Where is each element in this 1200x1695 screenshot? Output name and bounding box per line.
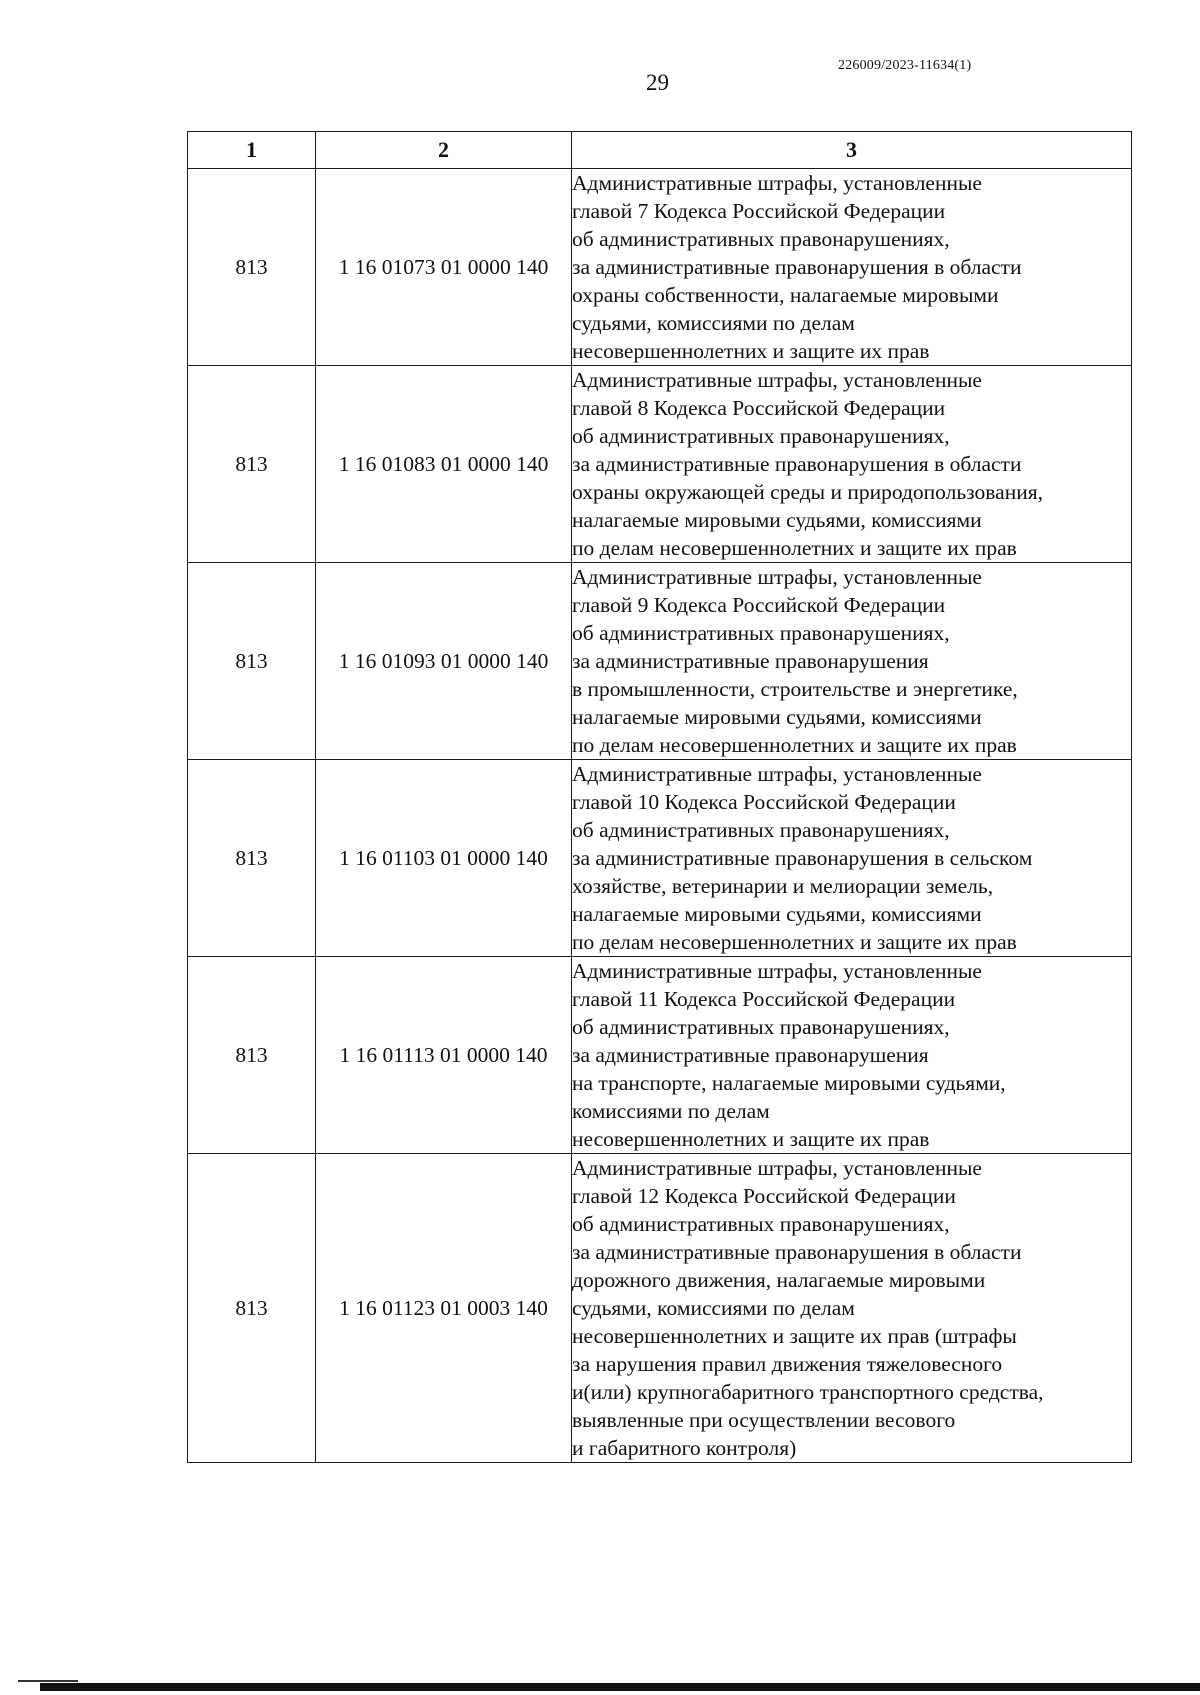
scan-bottom-border	[40, 1683, 1200, 1691]
description-line: судьями, комиссиями по делам	[572, 311, 855, 335]
description-line: об административных правонарушениях,	[572, 424, 950, 448]
budget-code-cell: 1 16 01093 01 0000 140	[316, 563, 572, 760]
description-line: по делам несовершеннолетних и защите их прав	[572, 930, 1017, 954]
description-line: в промышленности, строительстве и энергетике,	[572, 677, 1018, 701]
fees-table	[187, 131, 1132, 1463]
description-line: хозяйстве, ветеринарии и мелиорации земель,	[572, 874, 994, 898]
description-line: несовершеннолетних и защите их прав (штрафы	[572, 1324, 1017, 1348]
page-number: 29	[646, 70, 669, 95]
description-line: Административные штрафы, установленные	[572, 959, 982, 983]
budget-code-cell: 1 16 01113 01 0000 140	[316, 957, 572, 1154]
description-cell	[572, 366, 1132, 563]
column-header-3: 3	[572, 132, 1132, 169]
admin-code-cell: 813	[188, 169, 316, 366]
description-line: за административные правонарушения в области	[572, 452, 1022, 476]
table-header-row	[188, 132, 1132, 169]
description-line: главой 7 Кодекса Российской Федерации	[572, 199, 946, 223]
description-line: несовершеннолетних и защите их прав	[572, 1127, 930, 1151]
admin-code-cell: 813	[188, 366, 316, 563]
description-cell	[572, 563, 1132, 760]
scan-edge-line	[18, 1680, 78, 1682]
description-line: Административные штрафы, установленные	[572, 762, 982, 786]
description-line: налагаемые мировыми судьями, комиссиями	[572, 705, 982, 729]
description-line: охраны окружающей среды и природопользования,	[572, 480, 1043, 504]
admin-code-cell: 813	[188, 1154, 316, 1463]
description-line: об административных правонарушениях,	[572, 1212, 950, 1236]
description-line: за административные правонарушения в области	[572, 255, 1022, 279]
table-row	[188, 1154, 1132, 1463]
column-header-2: 2	[316, 132, 572, 169]
description-line: об административных правонарушениях,	[572, 1015, 950, 1039]
description-line: и габаритного контроля)	[572, 1436, 797, 1460]
description-line: за административные правонарушения	[572, 649, 929, 673]
admin-code-cell: 813	[188, 760, 316, 957]
table-row	[188, 957, 1132, 1154]
description-line: об административных правонарушениях,	[572, 227, 950, 251]
description-cell	[572, 1154, 1132, 1463]
column-header-1: 1	[188, 132, 316, 169]
description-line: об административных правонарушениях,	[572, 621, 950, 645]
table-row	[188, 563, 1132, 760]
description-line: выявленные при осуществлении весового	[572, 1408, 956, 1432]
description-line: главой 11 Кодекса Российской Федерации	[572, 987, 956, 1011]
budget-code-cell: 1 16 01083 01 0000 140	[316, 366, 572, 563]
description-line: об административных правонарушениях,	[572, 818, 950, 842]
table-row	[188, 760, 1132, 957]
description-line: налагаемые мировыми судьями, комиссиями	[572, 902, 982, 926]
budget-code-cell: 1 16 01073 01 0000 140	[316, 169, 572, 366]
description-line: по делам несовершеннолетних и защите их прав	[572, 733, 1017, 757]
description-line: за административные правонарушения в сельском	[572, 846, 1033, 870]
budget-code-cell: 1 16 01103 01 0000 140	[316, 760, 572, 957]
description-line: комиссиями по делам	[572, 1099, 770, 1123]
description-line: налагаемые мировыми судьями, комиссиями	[572, 508, 982, 532]
description-line: и(или) крупногабаритного транспортного средства,	[572, 1380, 1044, 1404]
description-line: главой 12 Кодекса Российской Федерации	[572, 1184, 956, 1208]
description-line: за нарушения правил движения тяжеловесного	[572, 1352, 1003, 1376]
description-cell	[572, 957, 1132, 1154]
description-line: на транспорте, налагаемые мировыми судьями,	[572, 1071, 1006, 1095]
table-row	[188, 169, 1132, 366]
description-line: за административные правонарушения в области	[572, 1240, 1022, 1264]
description-line: главой 9 Кодекса Российской Федерации	[572, 593, 946, 617]
description-line: главой 8 Кодекса Российской Федерации	[572, 396, 946, 420]
admin-code-cell: 813	[188, 563, 316, 760]
description-line: несовершеннолетних и защите их прав	[572, 339, 930, 363]
budget-code-cell: 1 16 01123 01 0003 140	[316, 1154, 572, 1463]
description-line: Административные штрафы, установленные	[572, 1156, 982, 1180]
description-line: охраны собственности, налагаемые мировыми	[572, 283, 999, 307]
description-line: Административные штрафы, установленные	[572, 171, 982, 195]
description-line: Административные штрафы, установленные	[572, 368, 982, 392]
description-line: судьями, комиссиями по делам	[572, 1296, 855, 1320]
description-line: по делам несовершеннолетних и защите их прав	[572, 536, 1017, 560]
description-line: Административные штрафы, установленные	[572, 565, 982, 589]
description-line: дорожного движения, налагаемые мировыми	[572, 1268, 986, 1292]
description-cell	[572, 169, 1132, 366]
description-line: за административные правонарушения	[572, 1043, 929, 1067]
document-number: 226009/2023-11634(1)	[838, 58, 972, 73]
table-row	[188, 366, 1132, 563]
description-line: главой 10 Кодекса Российской Федерации	[572, 790, 956, 814]
description-cell	[572, 760, 1132, 957]
admin-code-cell: 813	[188, 957, 316, 1154]
